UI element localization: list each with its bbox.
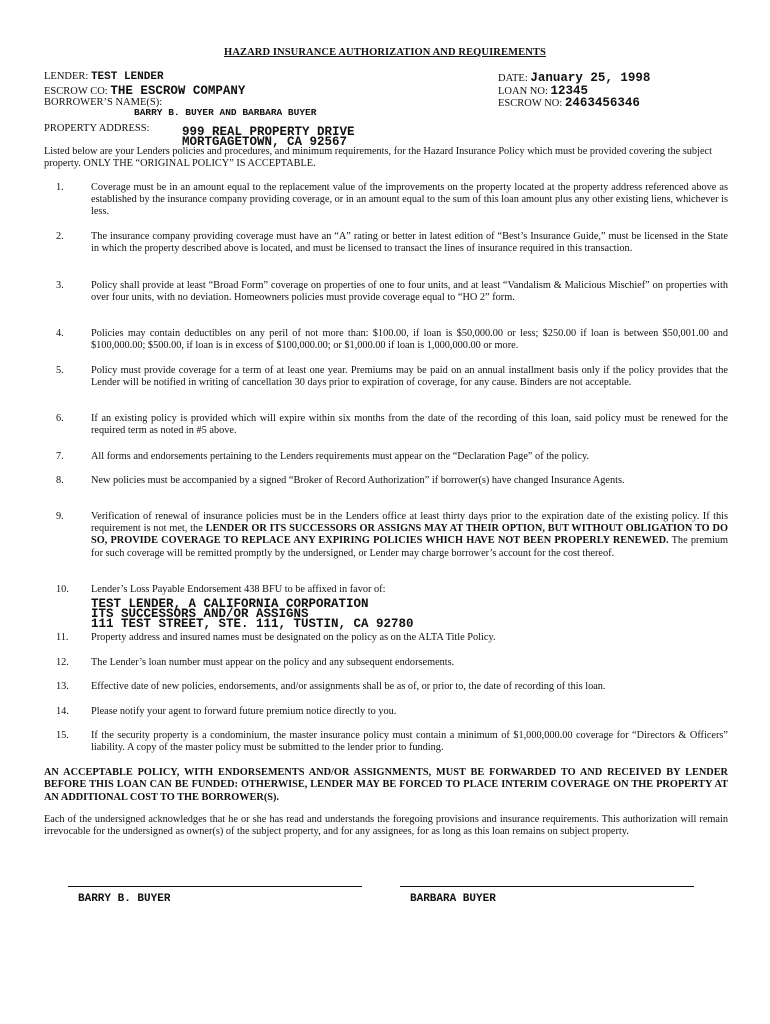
item-number: 4. <box>56 328 64 339</box>
signer-name-1: BARRY B. BUYER <box>78 893 171 905</box>
escrow-co-label: ESCROW CO: <box>44 86 108 97</box>
item-9-text-a: Verification of renewal of insurance policies must be in the Lenders office at least thirty days prior to the expiration date of the existing policy. If this requirement is not met, the <box>91 511 728 535</box>
item-text: Please notify your agent to forward future premium notice directly to you. <box>91 706 397 717</box>
item-text <box>91 511 728 560</box>
borrowers-value: BARRY B. BUYER AND BARBARA BUYER <box>134 107 317 118</box>
loan-no-value: 12345 <box>550 84 589 98</box>
signer-name-2: BARBARA BUYER <box>410 893 496 905</box>
item-number: 1. <box>56 182 64 193</box>
payee-line-3: 111 TEST STREET, STE. 111, TUSTIN, CA 92780 <box>91 617 414 631</box>
item-number: 10. <box>56 584 69 595</box>
item-number: 2. <box>56 231 64 242</box>
funding-notice: AN ACCEPTABLE POLICY, WITH ENDORSEMENTS AND/OR ASSIGNMENTS, MUST BE FORWARDED TO AND RECEIVED BY LENDER BEFORE THIS LOAN CAN BE FUNDED: OTHERWISE, LENDER MAY BE FORCED TO PLACE INTERIM COVERAGE ON THE PROPERTY AT AN ADDITIONAL COST TO THE BORROWER(S). <box>44 767 728 803</box>
document-title: HAZARD INSURANCE AUTHORIZATION AND REQUIREMENTS <box>224 47 546 58</box>
item-number: 13. <box>56 681 69 692</box>
item-text: All forms and endorsements pertaining to the Lenders requirements must appear on the “Declaration Page” of the policy. <box>91 451 589 462</box>
item-number: 3. <box>56 280 64 291</box>
item-number: 15. <box>56 730 69 741</box>
lender-value: TEST LENDER <box>90 71 164 83</box>
property-address-label: PROPERTY ADDRESS: <box>44 123 150 134</box>
lender-label: LENDER: <box>44 71 89 82</box>
loan-no-label: LOAN NO: <box>498 86 548 97</box>
borrowers-label: BORROWER’S NAME(S): <box>44 97 163 108</box>
item-number: 11. <box>56 632 69 643</box>
date-label: DATE: <box>498 73 528 84</box>
payee-line-1: TEST LENDER, A CALIFORNIA CORPORATION <box>91 597 369 611</box>
item-text: Effective date of new policies, endorsements, and/or assignments shall be as of, or prior to, the date of recording of this loan. <box>91 681 606 692</box>
item-number: 5. <box>56 365 64 376</box>
date-row <box>498 71 650 85</box>
item-text: Lender’s Loss Payable Endorsement 438 BFU to be affixed in favor of: <box>91 584 386 595</box>
item-number: 8. <box>56 475 64 486</box>
signature-line-2[interactable] <box>400 886 694 887</box>
item-number: 7. <box>56 451 64 462</box>
item-text: If an existing policy is provided which will expire within six months from the date of the recording of this loan, said policy must be renewed for the required term as noted in #5 above. <box>91 413 728 437</box>
payee-line-2: ITS SUCCESSORS AND/OR ASSIGNS <box>91 607 309 621</box>
item-9-text-bold: LENDER OR ITS SUCCESSORS OR ASSIGNS MAY AT THEIR OPTION, BUT WITHOUT OBLIGATION TO DO SO, PROVIDE COVERAGE TO REPLACE ANY EXPIRING POLICIES WHICH HAVE NOT BEEN PROPERLY RENEWED. <box>91 523 728 547</box>
escrow-co-row <box>44 84 245 98</box>
item-number: 12. <box>56 657 69 668</box>
item-text: Coverage must be in an amount equal to the replacement value of the improvements on the property located at the property address referenced above as established by the insurance company providing coverage, or in an amount equal to the sum of this loan amount plus any other existing liens, whichever is less. <box>91 182 728 218</box>
escrow-no-label: ESCROW NO: <box>498 98 563 109</box>
property-address-line1: 999 REAL PROPERTY DRIVE <box>182 125 355 139</box>
signature-line-1[interactable] <box>68 886 362 887</box>
lender-row <box>44 71 164 83</box>
item-text: Property address and insured names must be designated on the policy as on the ALTA Title Policy. <box>91 632 496 643</box>
item-number: 14. <box>56 706 69 717</box>
item-text: Policies may contain deductibles on any peril of not more than: $100.00, if loan is $50,000.00 or less; $250.00 if loan is between $50,001.00 and $100,000.00; $500.00, if loan is in excess of $100,000.00; or $1,000.00 if loan is 1,000,000.00 or more. <box>91 328 728 352</box>
intro-paragraph: Listed below are your Lenders policies and procedures, and minimum requirements, for the Hazard Insurance Policy which must be provided covering the subject property. ONLY THE “ORIGINAL POLICY” IS ACCEPTABLE. <box>44 146 712 170</box>
acknowledgement-paragraph: Each of the undersigned acknowledges that he or she has read and understands the foregoing provisions and insurance requirements. This authorization will remain irrevocable for the undersigned as owner(s) of the subject property, and for any assignees, for as long as this loan remains on subject property. <box>44 814 728 838</box>
item-text: Policy must provide coverage for a term of at least one year. Premiums may be paid on an annual installment basis only if the policy provides that the Lender will be notified in writing of cancellation 30 days prior to expiration of coverage, for any cause. Binders are not acceptable. <box>91 365 728 389</box>
date-value: January 25, 1998 <box>530 71 651 85</box>
item-text: Policy shall provide at least “Broad Form” coverage on properties of one to four units, and at least “Vandalism & Malicious Mischief” on properties with over four units, with no deviation. Homeowners policies must provide coverage equal to “HO 2” form. <box>91 280 728 304</box>
escrow-no-row <box>498 96 640 110</box>
item-text: The Lender’s loan number must appear on the policy and any subsequent endorsements. <box>91 657 455 668</box>
item-text: The insurance company providing coverage must have an “A” rating or better in latest edition of “Best’s Insurance Guide,” must be licensed in the State in which the property described above is located, and must be licensed to transact the lines of insurance required in this transaction. <box>91 231 728 255</box>
item-text: If the security property is a condominium, the master insurance policy must contain a minimum of $1,000,000.00 coverage for “Directors & Officers” liability. A copy of the master policy must be submitted to the lender prior to funding. <box>91 730 728 754</box>
item-text: New policies must be accompanied by a signed “Broker of Record Authorization” if borrower(s) have changed Insurance Agents. <box>91 475 625 486</box>
escrow-no-value: 2463456346 <box>564 96 640 110</box>
item-number: 9. <box>56 511 64 522</box>
property-address-line2: MORTGAGETOWN, CA 92567 <box>182 135 348 149</box>
item-9-text-c: The premium for such coverage will be remitted promptly by the undersigned, or Lender may charge borrower’s account for the cost thereof. <box>91 535 728 559</box>
item-number: 6. <box>56 413 64 424</box>
escrow-co-value: THE ESCROW COMPANY <box>110 84 246 98</box>
